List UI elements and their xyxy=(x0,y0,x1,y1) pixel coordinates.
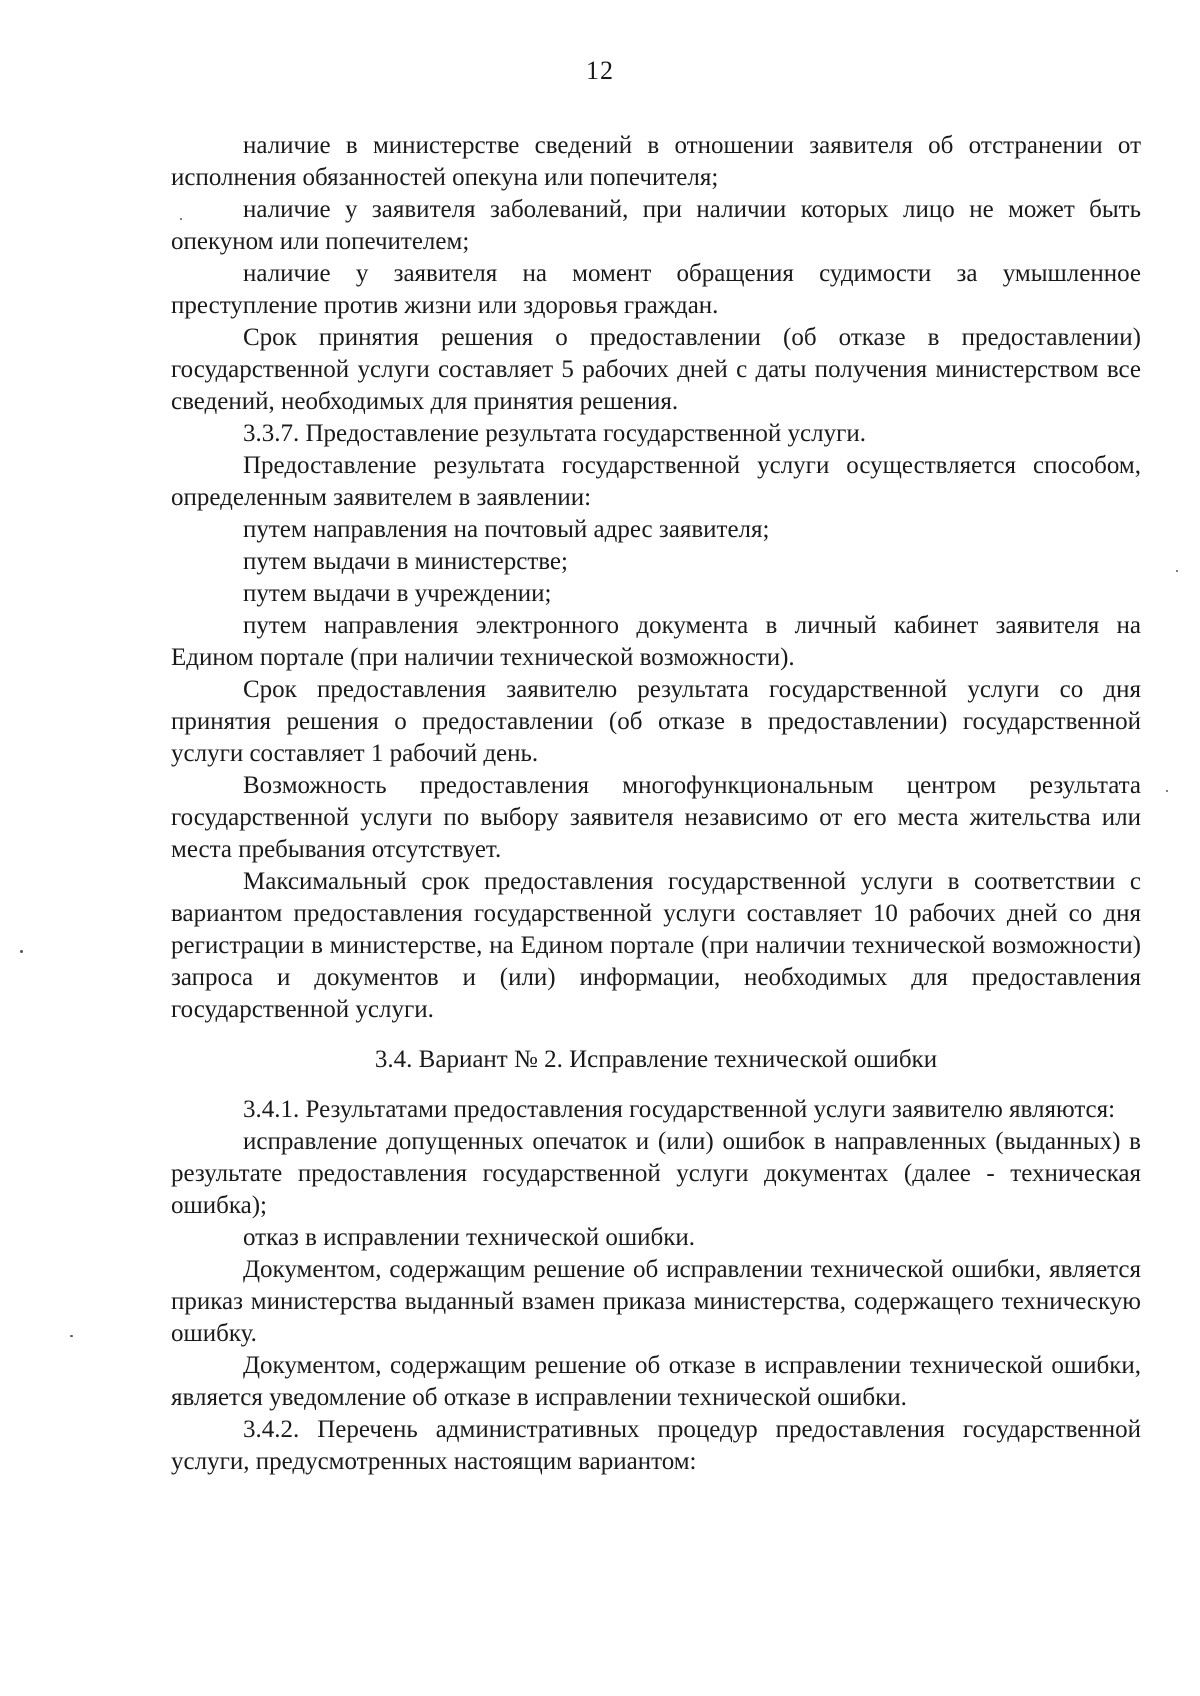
paragraph: Документом, содержащим решение об отказе в исправлении технической ошибки, является уведомление об отказе в исправлении технической ошибки. xyxy=(171,1352,1141,1411)
scan-speck xyxy=(20,950,23,953)
paragraph: Документом, содержащим решение об исправлении технической ошибки, является приказ министерства выданный взамен приказа министерства, содержащего техническую ошибку. xyxy=(171,1256,1141,1347)
list-item: путем выдачи в учреждении; xyxy=(243,580,552,607)
list-item: отказ в исправлении технической ошибки. xyxy=(243,1224,695,1251)
scan-speck xyxy=(180,218,182,220)
section-heading: 3.4. Вариант № 2. Исправление технической ошибки xyxy=(374,1046,938,1073)
paragraph: наличие у заявителя заболеваний, при наличии которых лицо не может быть опекуном или попечителем; xyxy=(171,196,1141,255)
list-item: путем направления на почтовый адрес заявителя; xyxy=(243,516,770,543)
paragraph: Срок принятия решения о предоставлении (об отказе в предоставлении) государственной услуги составляет 5 рабочих дней с даты получения министерством все сведений, необходимых для принятия решения. xyxy=(171,324,1141,415)
scan-speck xyxy=(1166,790,1168,792)
list-item: исправление допущенных опечаток и (или) ошибок в направленных (выданных) в результате предоставления государственной услуги документах (далее - техническая ошибка); xyxy=(171,1128,1141,1219)
list-item: путем направления электронного документа в личный кабинет заявителя на Едином портале (при наличии технической возможности). xyxy=(171,612,1141,671)
scan-speck xyxy=(1176,570,1178,572)
page-number: 12 xyxy=(586,56,614,85)
paragraph: наличие у заявителя на момент обращения судимости за умышленное преступление против жизни или здоровья граждан. xyxy=(171,260,1141,319)
paragraph: Возможность предоставления многофункциональным центром результата государственной услуги по выбору заявителя независимо от его места жительства или места пребывания отсутствует. xyxy=(171,772,1141,863)
paragraph: Срок предоставления заявителю результата государственной услуги со дня принятия решения о предоставлении (об отказе в предоставлении) государственной услуги составляет 1 рабочий день. xyxy=(171,676,1141,767)
paragraph: 3.4.2. Перечень административных процедур предоставления государственной услуги, предусмотренных настоящим вариантом: xyxy=(171,1416,1141,1475)
scan-speck xyxy=(70,1335,73,1337)
paragraph: наличие в министерстве сведений в отношении заявителя об отстранении от исполнения обязанностей опекуна или попечителя; xyxy=(171,132,1141,191)
paragraph: Предоставление результата государственной услуги осуществляется способом, определенным заявителем в заявлении: xyxy=(171,452,1141,511)
subsection-title: 3.3.7. Предоставление результата государственной услуги. xyxy=(243,420,866,447)
paragraph: 3.4.1. Результатами предоставления государственной услуги заявителю являются: xyxy=(243,1096,1116,1123)
document-body xyxy=(171,130,1141,1478)
list-item: путем выдачи в министерстве; xyxy=(243,548,568,575)
paragraph: Максимальный срок предоставления государственной услуги в соответствии с вариантом предоставления государственной услуги составляет 10 рабочих дней со дня регистрации в министерстве, на Едином портале (при наличии технической возможности) запроса и документов и (или) информации, необходимых для предоставления государственной услуги. xyxy=(171,868,1141,1023)
